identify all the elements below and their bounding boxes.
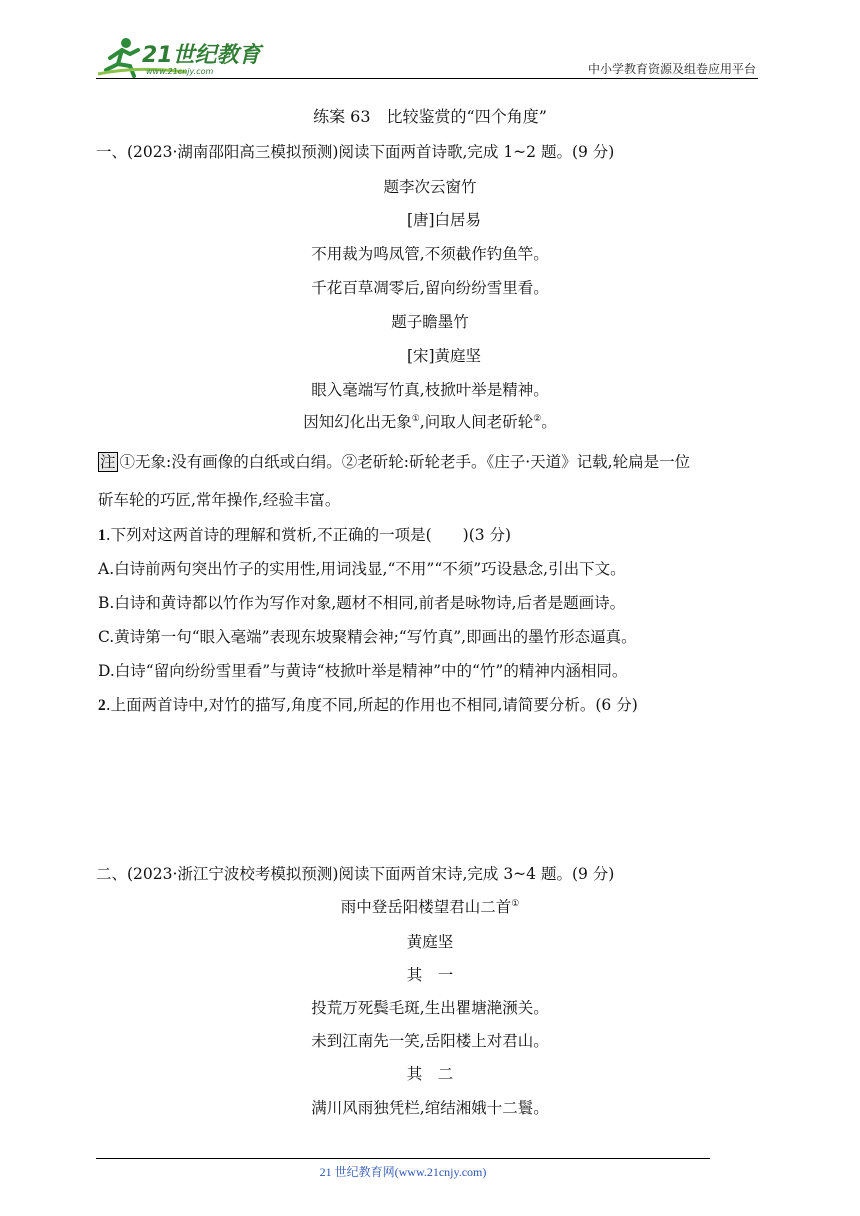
- logo-url: www.21cnjy.com: [146, 67, 214, 76]
- footnote-marker: ②: [533, 413, 542, 424]
- poem2-line-part: 。: [541, 413, 557, 431]
- section1-heading: 一、(2023·湖南邵阳高三模拟预测)阅读下面两首诗歌,完成 1~2 题。(9 分): [96, 143, 615, 161]
- poem2-line: [0, 410, 860, 432]
- poem2-title: 题子瞻墨竹: [391, 313, 469, 331]
- poem3-line: 未到江南先一笑,岳阳楼上对君山。: [311, 1032, 549, 1050]
- poem3-author: 黄庭坚: [406, 933, 454, 951]
- option-d: D.白诗“留向纷纷雪里看”与黄诗“枝掀叶举是精神”中的“竹”的精神内涵相同。: [98, 662, 628, 680]
- poem2-author: [宋]黄庭坚: [406, 347, 482, 365]
- question-text: .下列对这两首诗的理解和赏析,不正确的一项是( )(3 分): [105, 526, 512, 544]
- poem3-line: 投荒万死鬓毛斑,生出瞿塘滟滪关。: [311, 999, 549, 1017]
- poem2-line-part: 因知幻化出无象: [303, 413, 412, 431]
- poem1-author: [唐]白居易: [406, 211, 482, 229]
- note-line: [98, 450, 690, 472]
- question-text: .上面两首诗中,对竹的描写,角度不同,所起的作用也不相同,请简要分析。(6 分): [105, 696, 638, 714]
- logo: [96, 36, 296, 78]
- footer-link[interactable]: 21 世纪教育网(www.21cnjy.com): [319, 1165, 487, 1179]
- question-number: 2: [98, 697, 106, 714]
- poem3-subtitle-2: 其 二: [406, 1065, 454, 1083]
- header-platform-text: 中小学教育资源及组卷应用平台: [587, 62, 756, 76]
- question-2: [98, 693, 638, 715]
- poem3-subtitle-1: 其 一: [406, 966, 454, 984]
- poem1-line: 千花百草凋零后,留向纷纷雪里看。: [311, 279, 549, 297]
- poem3-line: 满川风雨独凭栏,绾结湘娥十二鬟。: [311, 1099, 549, 1117]
- poem1-line: 不用裁为鸣凤管,不须截作钓鱼竿。: [311, 245, 549, 263]
- poem2-line-part: ,问取人间老斫轮: [419, 413, 534, 431]
- logo-text: 21世纪教育: [142, 43, 261, 68]
- poem2-line: 眼入毫端写竹真,枝掀叶举是精神。: [311, 381, 549, 399]
- poem3-title: [0, 895, 860, 917]
- page-title: 练案 63 比较鉴赏的“四个角度”: [313, 107, 547, 126]
- note-text: ①无象:没有画像的白纸或白绢。②老斫轮:斫轮老手。《庄子·天道》记载,轮扁是一位: [119, 453, 691, 471]
- option-b: B.白诗和黄诗都以竹作为写作对象,题材不相同,前者是咏物诗,后者是题画诗。: [98, 594, 626, 612]
- poem3-title-text: 雨中登岳阳楼望君山二首: [340, 898, 512, 916]
- footnote-marker: ①: [511, 898, 520, 909]
- question-1: [98, 523, 511, 545]
- section2-heading: 二、(2023·浙江宁波校考模拟预测)阅读下面两首宋诗,完成 3~4 题。(9 分): [96, 865, 615, 883]
- note-tag: 注: [100, 453, 116, 471]
- poem1-title: 题李次云窗竹: [383, 178, 477, 196]
- footer-rule: [96, 1158, 710, 1159]
- question-number: 1: [98, 527, 106, 544]
- option-c: C.黄诗第一句“眼入毫端”表现东坡聚精会神;“写竹真”,即画出的墨竹形态逼真。: [98, 628, 637, 646]
- option-a: A.白诗前两句突出竹子的实用性,用词浅显,“不用”“不须”巧设悬念,引出下文。: [98, 560, 626, 578]
- note-line: 斫车轮的巧匠,常年操作,经验丰富。: [98, 491, 341, 509]
- header-rule: [96, 78, 758, 79]
- footnote-marker: ①: [411, 413, 420, 424]
